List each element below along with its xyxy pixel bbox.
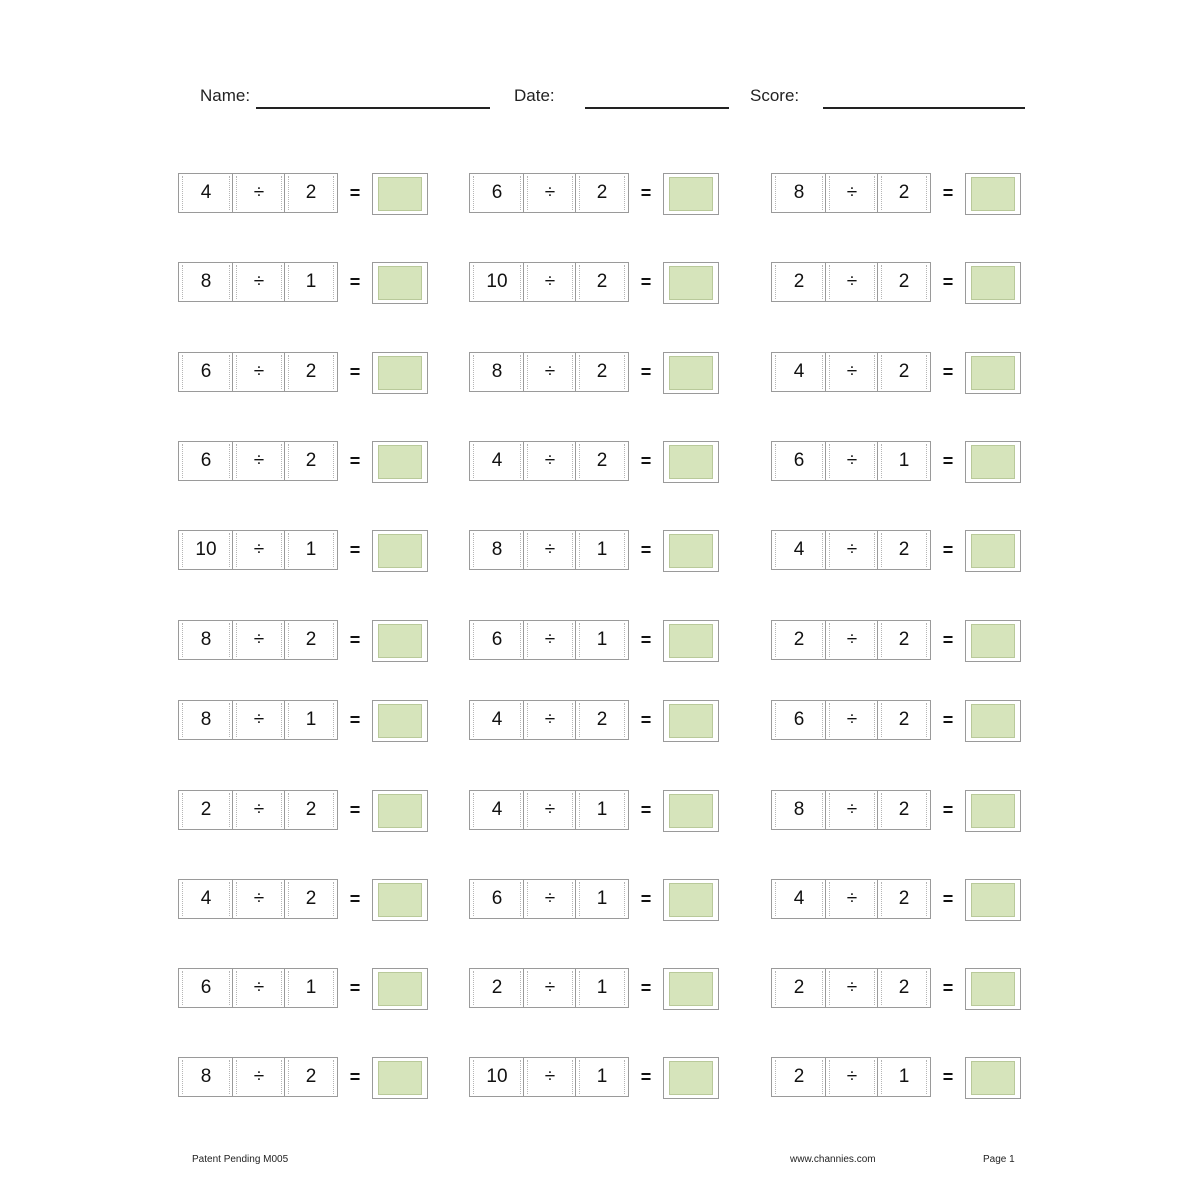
dividend: 8: [469, 530, 525, 570]
answer-fill[interactable]: [669, 534, 713, 568]
dividend: 8: [771, 790, 827, 830]
dividend: 2: [771, 968, 827, 1008]
problem-8-2: [469, 790, 723, 834]
answer-fill[interactable]: [971, 794, 1015, 828]
dividend: 4: [771, 530, 827, 570]
divisor: 1: [575, 1057, 629, 1097]
divide-sign: ÷: [523, 620, 577, 660]
dividend: 2: [469, 968, 525, 1008]
answer-fill[interactable]: [378, 883, 422, 917]
problem-2-3: [771, 262, 1025, 306]
problem-5-2: [469, 530, 723, 574]
name-label: Name:: [200, 86, 251, 105]
divisor: 2: [284, 352, 338, 392]
divisor: 2: [877, 530, 931, 570]
divide-sign: ÷: [825, 968, 879, 1008]
divisor: 1: [284, 700, 338, 740]
answer-fill[interactable]: [971, 266, 1015, 300]
dividend: 8: [178, 1057, 234, 1097]
divisor: 2: [575, 352, 629, 392]
equals-sign: =: [349, 271, 361, 292]
equals-sign: =: [640, 182, 652, 203]
problem-1-2: [469, 173, 723, 217]
divide-sign: ÷: [232, 262, 286, 302]
problem-2-1: [178, 262, 432, 306]
equals-sign: =: [349, 1066, 361, 1087]
answer-box[interactable]: [965, 620, 1021, 662]
problem-3-2: [469, 352, 723, 396]
divide-sign: ÷: [523, 441, 577, 481]
problem-8-3: [771, 790, 1025, 834]
divisor: 1: [575, 790, 629, 830]
divide-sign: ÷: [232, 441, 286, 481]
divide-sign: ÷: [232, 968, 286, 1008]
divide-sign: ÷: [232, 530, 286, 570]
problem-10-3: [771, 968, 1025, 1012]
dividend: 8: [178, 620, 234, 660]
divisor: 2: [877, 262, 931, 302]
answer-box[interactable]: [965, 530, 1021, 572]
divide-sign: ÷: [825, 620, 879, 660]
answer-box[interactable]: [372, 530, 428, 572]
equals-sign: =: [942, 1066, 954, 1087]
answer-box[interactable]: [372, 790, 428, 832]
answer-box[interactable]: [965, 700, 1021, 742]
answer-box[interactable]: [372, 352, 428, 394]
divisor: 1: [575, 530, 629, 570]
problem-11-2: [469, 1057, 723, 1101]
equals-sign: =: [942, 539, 954, 560]
answer-box[interactable]: [372, 620, 428, 662]
divide-sign: ÷: [523, 1057, 577, 1097]
answer-box[interactable]: [965, 968, 1021, 1010]
problem-3-3: [771, 352, 1025, 396]
answer-fill[interactable]: [378, 624, 422, 658]
equals-sign: =: [349, 888, 361, 909]
divisor: 2: [284, 173, 338, 213]
answer-fill[interactable]: [378, 266, 422, 300]
divide-sign: ÷: [232, 1057, 286, 1097]
equals-sign: =: [942, 271, 954, 292]
score-label: Score:: [750, 86, 800, 105]
divisor: 1: [284, 262, 338, 302]
answer-box[interactable]: [965, 173, 1021, 215]
equals-sign: =: [349, 450, 361, 471]
answer-box[interactable]: [663, 530, 719, 572]
divisor: 2: [877, 352, 931, 392]
dividend: 6: [771, 700, 827, 740]
divisor: 2: [575, 441, 629, 481]
answer-fill[interactable]: [669, 266, 713, 300]
divisor: 2: [877, 968, 931, 1008]
divide-sign: ÷: [825, 1057, 879, 1097]
divide-sign: ÷: [825, 790, 879, 830]
divisor: 2: [877, 700, 931, 740]
equals-sign: =: [942, 977, 954, 998]
divisor: 1: [877, 1057, 931, 1097]
equals-sign: =: [640, 539, 652, 560]
answer-fill[interactable]: [669, 177, 713, 211]
dividend: 2: [178, 790, 234, 830]
answer-fill[interactable]: [378, 794, 422, 828]
divisor: 2: [877, 879, 931, 919]
answer-fill[interactable]: [378, 534, 422, 568]
divisor: 2: [877, 173, 931, 213]
dividend: 6: [469, 173, 525, 213]
problem-9-2: [469, 879, 723, 923]
equals-sign: =: [942, 450, 954, 471]
answer-box[interactable]: [663, 441, 719, 483]
divisor: 1: [575, 879, 629, 919]
answer-box[interactable]: [372, 1057, 428, 1099]
answer-box[interactable]: [372, 441, 428, 483]
answer-box[interactable]: [663, 620, 719, 662]
answer-box[interactable]: [965, 790, 1021, 832]
answer-box[interactable]: [663, 1057, 719, 1099]
divide-sign: ÷: [825, 262, 879, 302]
divide-sign: ÷: [232, 352, 286, 392]
answer-box[interactable]: [372, 700, 428, 742]
problem-10-1: [178, 968, 432, 1012]
divide-sign: ÷: [523, 968, 577, 1008]
divisor: 1: [575, 968, 629, 1008]
answer-box[interactable]: [965, 262, 1021, 304]
problem-11-3: [771, 1057, 1025, 1101]
problem-6-2: [469, 620, 723, 664]
equals-sign: =: [942, 888, 954, 909]
answer-fill[interactable]: [378, 972, 422, 1006]
equals-sign: =: [640, 799, 652, 820]
divide-sign: ÷: [232, 700, 286, 740]
dividend: 2: [771, 262, 827, 302]
answer-box[interactable]: [663, 879, 719, 921]
problem-4-2: [469, 441, 723, 485]
divisor: 2: [284, 790, 338, 830]
divisor: 1: [575, 620, 629, 660]
divide-sign: ÷: [523, 530, 577, 570]
answer-fill[interactable]: [378, 704, 422, 738]
answer-fill[interactable]: [971, 704, 1015, 738]
problem-6-3: [771, 620, 1025, 664]
answer-fill[interactable]: [971, 177, 1015, 211]
divide-sign: ÷: [825, 879, 879, 919]
dividend: 4: [771, 352, 827, 392]
divide-sign: ÷: [232, 173, 286, 213]
answer-fill[interactable]: [971, 445, 1015, 479]
date-label: Date:: [514, 86, 555, 105]
equals-sign: =: [640, 709, 652, 730]
answer-box[interactable]: [372, 879, 428, 921]
divide-sign: ÷: [232, 790, 286, 830]
dividend: 6: [178, 441, 234, 481]
dividend: 6: [178, 352, 234, 392]
footer-website: www.channies.com: [790, 1154, 876, 1165]
divide-sign: ÷: [825, 352, 879, 392]
divide-sign: ÷: [523, 700, 577, 740]
dividend: 10: [469, 262, 525, 302]
divisor: 2: [877, 790, 931, 830]
answer-fill[interactable]: [669, 624, 713, 658]
answer-box[interactable]: [663, 173, 719, 215]
answer-box[interactable]: [965, 352, 1021, 394]
divisor: 2: [575, 173, 629, 213]
answer-box[interactable]: [663, 352, 719, 394]
equals-sign: =: [349, 977, 361, 998]
answer-fill[interactable]: [669, 972, 713, 1006]
equals-sign: =: [942, 361, 954, 382]
divide-sign: ÷: [232, 620, 286, 660]
footer-patent: Patent Pending M005: [192, 1154, 289, 1165]
problem-9-1: [178, 879, 432, 923]
answer-fill[interactable]: [971, 624, 1015, 658]
equals-sign: =: [942, 709, 954, 730]
equals-sign: =: [640, 888, 652, 909]
problem-1-3: [771, 173, 1025, 217]
equals-sign: =: [942, 182, 954, 203]
problem-8-1: [178, 790, 432, 834]
problem-9-3: [771, 879, 1025, 923]
dividend: 8: [178, 262, 234, 302]
answer-fill[interactable]: [378, 1061, 422, 1095]
problem-5-1: [178, 530, 432, 574]
divisor: 2: [284, 620, 338, 660]
problem-1-1: [178, 173, 432, 217]
equals-sign: =: [640, 1066, 652, 1087]
dividend: 10: [469, 1057, 525, 1097]
dividend: 6: [771, 441, 827, 481]
divide-sign: ÷: [523, 879, 577, 919]
footer-page: Page 1: [983, 1154, 1015, 1165]
dividend: 8: [469, 352, 525, 392]
problem-10-2: [469, 968, 723, 1012]
problem-2-2: [469, 262, 723, 306]
divisor: 2: [575, 262, 629, 302]
problem-4-1: [178, 441, 432, 485]
answer-fill[interactable]: [971, 356, 1015, 390]
equals-sign: =: [349, 629, 361, 650]
divisor: 1: [877, 441, 931, 481]
dividend: 8: [771, 173, 827, 213]
divisor: 2: [284, 441, 338, 481]
divide-sign: ÷: [523, 262, 577, 302]
divisor: 1: [284, 530, 338, 570]
dividend: 4: [469, 700, 525, 740]
answer-fill[interactable]: [669, 356, 713, 390]
answer-fill[interactable]: [669, 794, 713, 828]
problem-4-3: [771, 441, 1025, 485]
equals-sign: =: [640, 629, 652, 650]
dividend: 6: [469, 620, 525, 660]
divide-sign: ÷: [825, 530, 879, 570]
answer-box[interactable]: [372, 173, 428, 215]
dividend: 4: [178, 879, 234, 919]
equals-sign: =: [942, 629, 954, 650]
dividend: 2: [771, 1057, 827, 1097]
divisor: 2: [284, 1057, 338, 1097]
divide-sign: ÷: [825, 700, 879, 740]
answer-fill[interactable]: [669, 883, 713, 917]
problem-7-2: [469, 700, 723, 744]
answer-fill[interactable]: [669, 445, 713, 479]
answer-box[interactable]: [663, 700, 719, 742]
divide-sign: ÷: [523, 173, 577, 213]
equals-sign: =: [349, 709, 361, 730]
dividend: 8: [178, 700, 234, 740]
dividend: 4: [771, 879, 827, 919]
equals-sign: =: [640, 271, 652, 292]
answer-box[interactable]: [965, 441, 1021, 483]
dividend: 6: [178, 968, 234, 1008]
problem-7-3: [771, 700, 1025, 744]
dividend: 10: [178, 530, 234, 570]
divisor: 2: [877, 620, 931, 660]
problem-11-1: [178, 1057, 432, 1101]
divide-sign: ÷: [825, 173, 879, 213]
equals-sign: =: [349, 539, 361, 560]
equals-sign: =: [640, 450, 652, 471]
dividend: 6: [469, 879, 525, 919]
answer-fill[interactable]: [378, 356, 422, 390]
dividend: 4: [178, 173, 234, 213]
divide-sign: ÷: [523, 352, 577, 392]
answer-fill[interactable]: [971, 883, 1015, 917]
problem-7-1: [178, 700, 432, 744]
answer-box[interactable]: [372, 262, 428, 304]
answer-box[interactable]: [965, 1057, 1021, 1099]
equals-sign: =: [942, 799, 954, 820]
equals-sign: =: [349, 182, 361, 203]
dividend: 2: [771, 620, 827, 660]
equals-sign: =: [640, 977, 652, 998]
equals-sign: =: [640, 361, 652, 382]
answer-fill[interactable]: [669, 704, 713, 738]
equals-sign: =: [349, 799, 361, 820]
answer-fill[interactable]: [669, 1061, 713, 1095]
divide-sign: ÷: [232, 879, 286, 919]
answer-fill[interactable]: [971, 534, 1015, 568]
problem-5-3: [771, 530, 1025, 574]
problem-3-1: [178, 352, 432, 396]
divisor: 2: [575, 700, 629, 740]
answer-box[interactable]: [372, 968, 428, 1010]
dividend: 4: [469, 790, 525, 830]
dividend: 4: [469, 441, 525, 481]
divisor: 1: [284, 968, 338, 1008]
answer-fill[interactable]: [971, 1061, 1015, 1095]
answer-fill[interactable]: [378, 445, 422, 479]
problem-6-1: [178, 620, 432, 664]
divisor: 2: [284, 879, 338, 919]
divide-sign: ÷: [523, 790, 577, 830]
divide-sign: ÷: [825, 441, 879, 481]
answer-box[interactable]: [663, 262, 719, 304]
answer-fill[interactable]: [378, 177, 422, 211]
answer-box[interactable]: [663, 968, 719, 1010]
answer-box[interactable]: [663, 790, 719, 832]
answer-box[interactable]: [965, 879, 1021, 921]
equals-sign: =: [349, 361, 361, 382]
answer-fill[interactable]: [971, 972, 1015, 1006]
